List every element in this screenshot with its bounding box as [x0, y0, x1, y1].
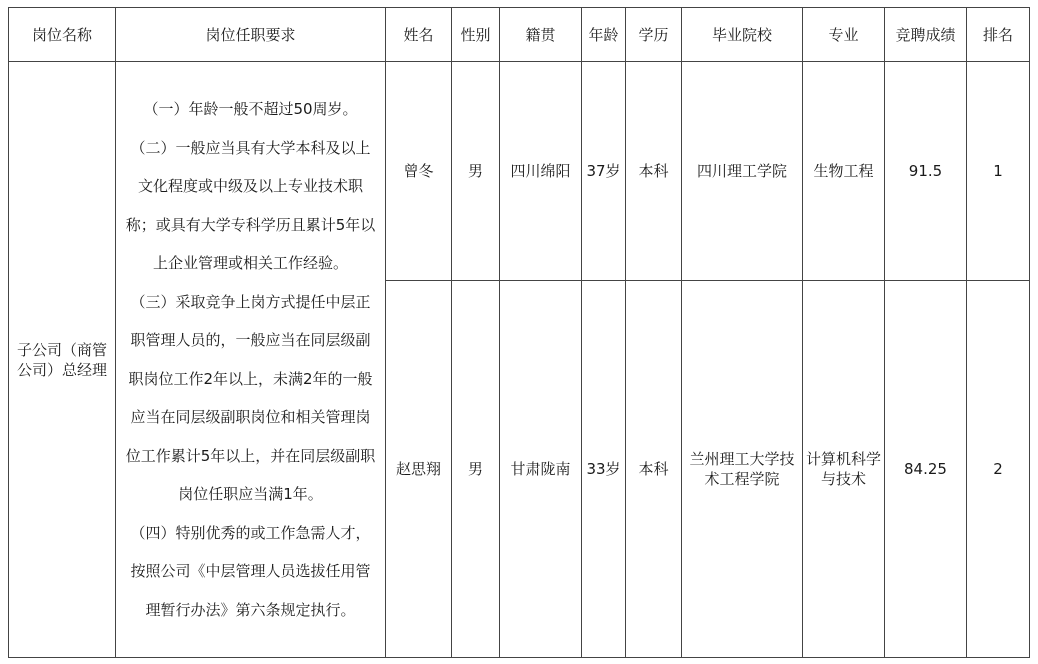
requirements-cell	[116, 62, 386, 658]
header-age: 年龄	[582, 8, 626, 62]
requirement-line: （四）特别优秀的或工作急需人才，	[130, 523, 371, 542]
position-line: 公司）总经理	[16, 360, 107, 379]
table-header-row	[9, 8, 1030, 62]
school-line: 兰州理工大学技	[689, 450, 795, 468]
candidate-score: 84.25	[885, 281, 967, 658]
candidate-score: 91.5	[885, 62, 967, 281]
candidate-major	[803, 281, 885, 658]
header-requirements: 岗位任职要求	[116, 8, 386, 62]
candidate-gender: 男	[452, 62, 500, 281]
header-rank: 排名	[967, 8, 1030, 62]
requirement-line: 理暂行办法》第六条规定执行。	[145, 600, 356, 619]
requirement-line: 按照公司《中层管理人员选拔任用管	[130, 562, 371, 580]
position-cell	[9, 62, 116, 658]
candidate-education: 本科	[626, 281, 682, 658]
major-line: 与技术	[820, 470, 866, 488]
requirement-paragraph	[116, 129, 385, 283]
requirement-line: 文化程度或中级及以上专业技术职	[137, 177, 363, 195]
header-education: 学历	[626, 8, 682, 62]
table-row	[9, 62, 1030, 281]
candidate-gender: 男	[452, 281, 500, 658]
requirement-line: （二）一般应当具有大学本科及以上	[130, 138, 371, 157]
candidate-school	[682, 62, 803, 281]
header-name: 姓名	[386, 8, 452, 62]
requirement-paragraph	[116, 283, 385, 514]
header-gender: 性别	[452, 8, 500, 62]
school-line: 术工程学院	[704, 470, 780, 488]
candidate-major	[803, 62, 885, 281]
major-line: 计算机科学	[805, 450, 881, 468]
header-score: 竞聘成绩	[885, 8, 967, 62]
header-origin: 籍贯	[500, 8, 582, 62]
candidate-rank: 2	[967, 281, 1030, 658]
candidate-age: 33岁	[582, 281, 626, 658]
header-position: 岗位名称	[9, 8, 116, 62]
requirement-line: 上企业管理或相关工作经验。	[152, 254, 348, 272]
candidate-name: 赵思翔	[386, 281, 452, 658]
major-line: 生物工程	[813, 162, 874, 180]
requirement-line: 职管理人员的，一般应当在同层级副	[130, 331, 371, 349]
candidate-origin: 甘肃陇南	[500, 281, 582, 658]
candidate-education: 本科	[626, 62, 682, 281]
candidate-origin: 四川绵阳	[500, 62, 582, 281]
requirement-line: （三）采取竞争上岗方式提任中层正	[130, 292, 371, 311]
school-line: 四川理工学院	[696, 162, 787, 180]
requirement-line: 职岗位工作2年以上，未满2年的一般	[128, 369, 373, 388]
requirement-paragraph	[116, 90, 385, 129]
requirement-line: 位工作累计5年以上，并在同层级副职	[125, 446, 376, 465]
candidate-school	[682, 281, 803, 658]
candidate-name: 曾冬	[386, 62, 452, 281]
requirement-line: 岗位任职应当满1年。	[178, 485, 323, 503]
requirement-paragraph	[116, 514, 385, 630]
header-major: 专业	[803, 8, 885, 62]
requirement-line: 应当在同层级副职岗位和相关管理岗	[130, 408, 371, 426]
candidate-age: 37岁	[582, 62, 626, 281]
requirement-line: （一）年龄一般不超过50周岁。	[143, 100, 358, 118]
requirement-line: 称；或具有大学专科学历且累计5年以	[125, 215, 376, 234]
header-school: 毕业院校	[682, 8, 803, 62]
candidate-results-table	[8, 7, 1030, 658]
candidate-rank: 1	[967, 62, 1030, 281]
position-line: 子公司（商管	[16, 340, 107, 359]
